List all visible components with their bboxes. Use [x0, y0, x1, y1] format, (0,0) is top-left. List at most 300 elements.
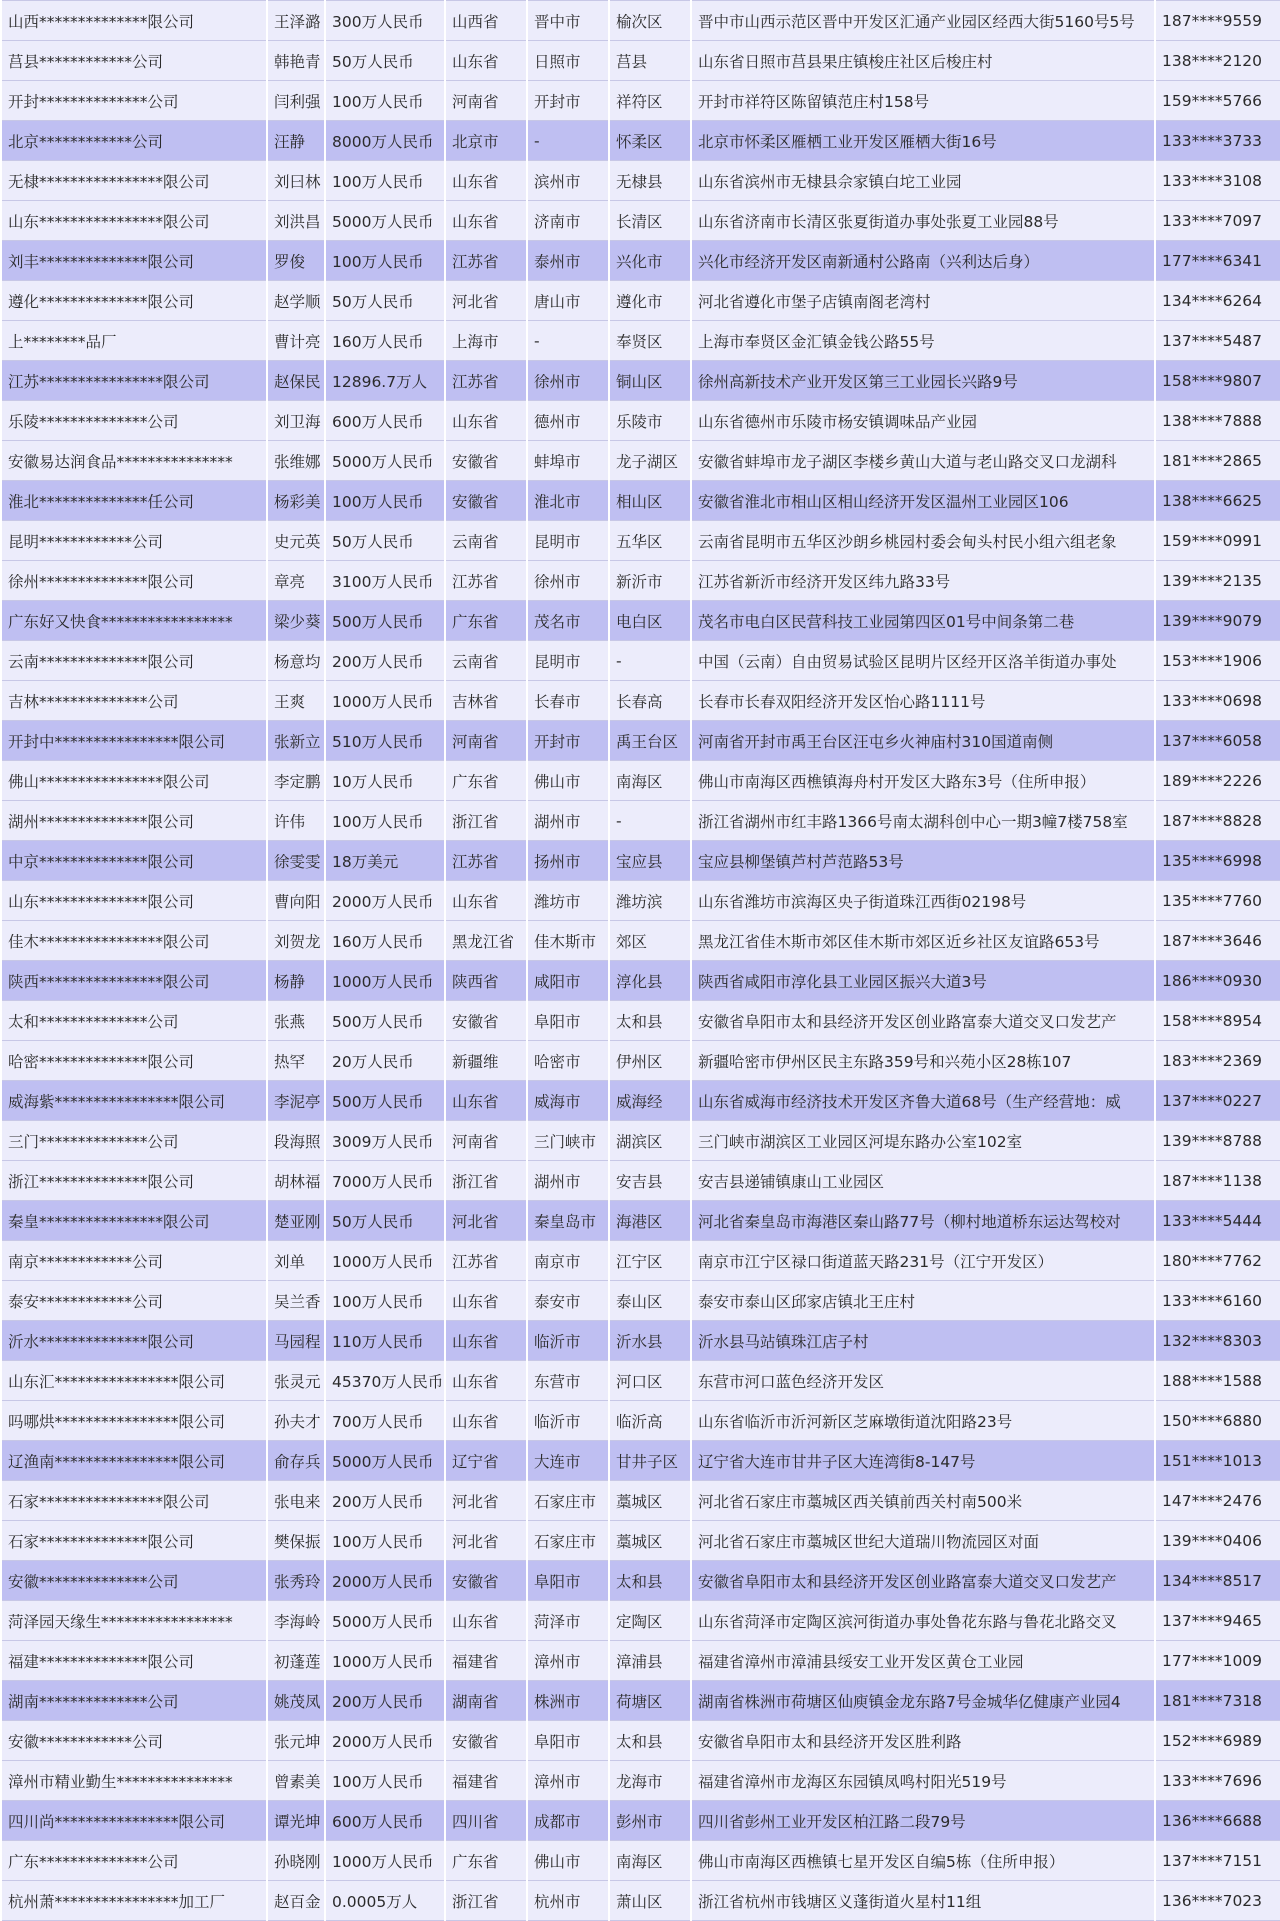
- district-cell: 潍坊滨: [609, 881, 691, 921]
- address-cell: 安徽省淮北市相山区相山经济开发区温州工业园区106: [691, 481, 1155, 521]
- city-cell: 湖州市: [527, 801, 609, 841]
- phone-cell: 138****2120: [1155, 41, 1280, 81]
- legal-rep-cell: 刘卫海: [267, 401, 325, 441]
- address-cell: 山东省威海市经济技术开发区齐鲁大道68号（生产经营地：威: [691, 1081, 1155, 1121]
- province-cell: 山西省: [445, 1, 527, 41]
- table-row: [1, 1561, 1280, 1601]
- legal-rep-cell: 徐雯雯: [267, 841, 325, 881]
- address-cell: 新疆哈密市伊州区民主东路359号和兴苑小区28栋107: [691, 1041, 1155, 1081]
- phone-cell: 133****7696: [1155, 1761, 1280, 1801]
- city-cell: 成都市: [527, 1801, 609, 1841]
- table-row: [1, 1801, 1280, 1841]
- registered-capital-cell: 110万人民币: [325, 1321, 445, 1361]
- phone-cell: 133****3108: [1155, 161, 1280, 201]
- phone-cell: 187****3646: [1155, 921, 1280, 961]
- city-cell: 南京市: [527, 1241, 609, 1281]
- province-cell: 浙江省: [445, 1161, 527, 1201]
- table-body: [1, 1, 1280, 1921]
- phone-cell: 183****2369: [1155, 1041, 1280, 1081]
- registered-capital-cell: 5000万人民币: [325, 441, 445, 481]
- address-cell: 浙江省杭州市钱塘区义蓬街道火星村11组: [691, 1881, 1155, 1921]
- company-name-cell: 佛山****************限公司: [1, 761, 267, 801]
- registered-capital-cell: 100万人民币: [325, 1521, 445, 1561]
- address-cell: 上海市奉贤区金汇镇金钱公路55号: [691, 321, 1155, 361]
- company-name-cell: 石家**************限公司: [1, 1521, 267, 1561]
- address-cell: 长春市长春双阳经济开发区怡心路1111号: [691, 681, 1155, 721]
- legal-rep-cell: 李泥亭: [267, 1081, 325, 1121]
- company-name-cell: 广东好又快食*****************: [1, 601, 267, 641]
- phone-cell: 159****5766: [1155, 81, 1280, 121]
- city-cell: 开封市: [527, 81, 609, 121]
- registered-capital-cell: 1000万人民币: [325, 681, 445, 721]
- company-name-cell: 南京************公司: [1, 1241, 267, 1281]
- registered-capital-cell: 100万人民币: [325, 1761, 445, 1801]
- province-cell: 云南省: [445, 521, 527, 561]
- table-row: [1, 761, 1280, 801]
- address-cell: 佛山市南海区西樵镇七星开发区自编5栋（住所申报）: [691, 1841, 1155, 1881]
- city-cell: 泰安市: [527, 1281, 609, 1321]
- phone-cell: 139****8788: [1155, 1121, 1280, 1161]
- table-row: [1, 1, 1280, 41]
- city-cell: 晋中市: [527, 1, 609, 41]
- registered-capital-cell: 2000万人民币: [325, 1561, 445, 1601]
- district-cell: -: [609, 641, 691, 681]
- city-cell: 秦皇岛市: [527, 1201, 609, 1241]
- province-cell: 山东省: [445, 1601, 527, 1641]
- legal-rep-cell: 谭光坤: [267, 1801, 325, 1841]
- city-cell: 阜阳市: [527, 1001, 609, 1041]
- registered-capital-cell: 1000万人民币: [325, 1241, 445, 1281]
- legal-rep-cell: 张秀玲: [267, 1561, 325, 1601]
- district-cell: 定陶区: [609, 1601, 691, 1641]
- table-row: [1, 241, 1280, 281]
- registered-capital-cell: 8000万人民币: [325, 121, 445, 161]
- province-cell: 云南省: [445, 641, 527, 681]
- registered-capital-cell: 50万人民币: [325, 521, 445, 561]
- district-cell: 五华区: [609, 521, 691, 561]
- company-name-cell: 刘丰**************限公司: [1, 241, 267, 281]
- table-row: [1, 1841, 1280, 1881]
- district-cell: 怀柔区: [609, 121, 691, 161]
- address-cell: 安徽省蚌埠市龙子湖区李楼乡黄山大道与老山路交叉口龙湖科: [691, 441, 1155, 481]
- address-cell: 河北省秦皇岛市海港区秦山路77号（柳村地道桥东运达驾校对: [691, 1201, 1155, 1241]
- province-cell: 安徽省: [445, 1001, 527, 1041]
- address-cell: 山东省济南市长清区张夏街道办事处张夏工业园88号: [691, 201, 1155, 241]
- company-name-cell: 安徽**************公司: [1, 1561, 267, 1601]
- city-cell: 徐州市: [527, 361, 609, 401]
- registered-capital-cell: 600万人民币: [325, 1801, 445, 1841]
- province-cell: 山东省: [445, 1321, 527, 1361]
- city-cell: 蚌埠市: [527, 441, 609, 481]
- address-cell: 茂名市电白区民营科技工业园第四区01号中间条第二巷: [691, 601, 1155, 641]
- registered-capital-cell: 600万人民币: [325, 401, 445, 441]
- phone-cell: 153****1906: [1155, 641, 1280, 681]
- address-cell: 河北省石家庄市藁城区西关镇前西关村南500米: [691, 1481, 1155, 1521]
- company-name-cell: 吉林**************公司: [1, 681, 267, 721]
- province-cell: 安徽省: [445, 481, 527, 521]
- phone-cell: 158****9807: [1155, 361, 1280, 401]
- table-row: [1, 1481, 1280, 1521]
- registered-capital-cell: 3100万人民币: [325, 561, 445, 601]
- table-row: [1, 481, 1280, 521]
- city-cell: -: [527, 321, 609, 361]
- registered-capital-cell: 100万人民币: [325, 241, 445, 281]
- company-name-cell: 湖南**************公司: [1, 1681, 267, 1721]
- district-cell: 藁城区: [609, 1521, 691, 1561]
- legal-rep-cell: 曾素美: [267, 1761, 325, 1801]
- address-cell: 南京市江宁区禄口街道蓝天路231号（江宁开发区）: [691, 1241, 1155, 1281]
- city-cell: 石家庄市: [527, 1481, 609, 1521]
- legal-rep-cell: 吴兰香: [267, 1281, 325, 1321]
- address-cell: 兴化市经济开发区南新通村公路南（兴利达后身）: [691, 241, 1155, 281]
- phone-cell: 137****9465: [1155, 1601, 1280, 1641]
- company-name-cell: 四川尚****************限公司: [1, 1801, 267, 1841]
- table-row: [1, 361, 1280, 401]
- registered-capital-cell: 0.0005万人: [325, 1881, 445, 1921]
- table-row: [1, 1361, 1280, 1401]
- legal-rep-cell: 张燕: [267, 1001, 325, 1041]
- phone-cell: 138****6625: [1155, 481, 1280, 521]
- city-cell: 扬州市: [527, 841, 609, 881]
- phone-cell: 180****7762: [1155, 1241, 1280, 1281]
- address-cell: 安徽省阜阳市太和县经济开发区创业路富泰大道交叉口发艺产: [691, 1561, 1155, 1601]
- company-name-cell: 山西**************限公司: [1, 1, 267, 41]
- table-row: [1, 281, 1280, 321]
- registered-capital-cell: 7000万人民币: [325, 1161, 445, 1201]
- province-cell: 福建省: [445, 1641, 527, 1681]
- company-name-cell: 佳木****************限公司: [1, 921, 267, 961]
- city-cell: 三门峡市: [527, 1121, 609, 1161]
- company-name-cell: 山东**************限公司: [1, 881, 267, 921]
- registered-capital-cell: 500万人民币: [325, 601, 445, 641]
- table-row: [1, 881, 1280, 921]
- city-cell: 徐州市: [527, 561, 609, 601]
- phone-cell: 139****0406: [1155, 1521, 1280, 1561]
- company-name-cell: 沂水**************限公司: [1, 1321, 267, 1361]
- phone-cell: 159****0991: [1155, 521, 1280, 561]
- table-row: [1, 201, 1280, 241]
- registered-capital-cell: 12896.7万人: [325, 361, 445, 401]
- table-row: [1, 1281, 1280, 1321]
- province-cell: 山东省: [445, 881, 527, 921]
- table-row: [1, 1081, 1280, 1121]
- legal-rep-cell: 杨静: [267, 961, 325, 1001]
- city-cell: 佛山市: [527, 761, 609, 801]
- address-cell: 泰安市泰山区邱家店镇北王庄村: [691, 1281, 1155, 1321]
- phone-cell: 181****7318: [1155, 1681, 1280, 1721]
- province-cell: 江苏省: [445, 1241, 527, 1281]
- legal-rep-cell: 赵百金: [267, 1881, 325, 1921]
- company-name-cell: 广东**************公司: [1, 1841, 267, 1881]
- address-cell: 三门峡市湖滨区工业园区河堤东路办公室102室: [691, 1121, 1155, 1161]
- address-cell: 晋中市山西示范区晋中开发区汇通产业园区经西大街5160号5号: [691, 1, 1155, 41]
- phone-cell: 187****9559: [1155, 1, 1280, 41]
- legal-rep-cell: 楚亚刚: [267, 1201, 325, 1241]
- city-cell: 佛山市: [527, 1841, 609, 1881]
- phone-cell: 135****6998: [1155, 841, 1280, 881]
- registered-capital-cell: 160万人民币: [325, 321, 445, 361]
- legal-rep-cell: 姚茂凤: [267, 1681, 325, 1721]
- company-name-cell: 山东****************限公司: [1, 201, 267, 241]
- phone-cell: 133****5444: [1155, 1201, 1280, 1241]
- address-cell: 河南省开封市禹王台区汪屯乡火神庙村310国道南侧: [691, 721, 1155, 761]
- legal-rep-cell: 张电来: [267, 1481, 325, 1521]
- address-cell: 江苏省新沂市经济开发区纬九路33号: [691, 561, 1155, 601]
- district-cell: 龙子湖区: [609, 441, 691, 481]
- table-row: [1, 1321, 1280, 1361]
- phone-cell: 151****1013: [1155, 1441, 1280, 1481]
- legal-rep-cell: 刘贺龙: [267, 921, 325, 961]
- district-cell: 藁城区: [609, 1481, 691, 1521]
- city-cell: 咸阳市: [527, 961, 609, 1001]
- company-name-cell: 三门**************公司: [1, 1121, 267, 1161]
- city-cell: 昆明市: [527, 641, 609, 681]
- province-cell: 江苏省: [445, 241, 527, 281]
- address-cell: 安徽省阜阳市太和县经济开发区创业路富泰大道交叉口发艺产: [691, 1001, 1155, 1041]
- company-name-cell: 莒县************公司: [1, 41, 267, 81]
- city-cell: 济南市: [527, 201, 609, 241]
- address-cell: 山东省临沂市沂河新区芝麻墩街道沈阳路23号: [691, 1401, 1155, 1441]
- province-cell: 江苏省: [445, 841, 527, 881]
- address-cell: 云南省昆明市五华区沙朗乡桃园村委会甸头村民小组六组老象: [691, 521, 1155, 561]
- table-row: [1, 1241, 1280, 1281]
- district-cell: 遵化市: [609, 281, 691, 321]
- province-cell: 湖南省: [445, 1681, 527, 1721]
- registered-capital-cell: 5000万人民币: [325, 201, 445, 241]
- address-cell: 安徽省阜阳市太和县经济开发区胜利路: [691, 1721, 1155, 1761]
- district-cell: 南海区: [609, 1841, 691, 1881]
- registered-capital-cell: 510万人民币: [325, 721, 445, 761]
- table-row: [1, 1441, 1280, 1481]
- city-cell: 菏泽市: [527, 1601, 609, 1641]
- address-cell: 山东省潍坊市滨海区央子街道珠江西街02198号: [691, 881, 1155, 921]
- table-row: [1, 121, 1280, 161]
- legal-rep-cell: 俞存兵: [267, 1441, 325, 1481]
- province-cell: 新疆维: [445, 1041, 527, 1081]
- registered-capital-cell: 1000万人民币: [325, 1841, 445, 1881]
- registered-capital-cell: 500万人民币: [325, 1081, 445, 1121]
- registered-capital-cell: 300万人民币: [325, 1, 445, 41]
- company-name-cell: 开封中****************限公司: [1, 721, 267, 761]
- registered-capital-cell: 100万人民币: [325, 81, 445, 121]
- district-cell: 莒县: [609, 41, 691, 81]
- district-cell: 河口区: [609, 1361, 691, 1401]
- district-cell: 榆次区: [609, 1, 691, 41]
- province-cell: 辽宁省: [445, 1441, 527, 1481]
- district-cell: 南海区: [609, 761, 691, 801]
- city-cell: 湖州市: [527, 1161, 609, 1201]
- company-name-cell: 北京************公司: [1, 121, 267, 161]
- province-cell: 山东省: [445, 1361, 527, 1401]
- province-cell: 黑龙江省: [445, 921, 527, 961]
- district-cell: 长清区: [609, 201, 691, 241]
- table-row: [1, 1881, 1280, 1921]
- registered-capital-cell: 200万人民币: [325, 1681, 445, 1721]
- legal-rep-cell: 樊保振: [267, 1521, 325, 1561]
- company-name-cell: 开封**************公司: [1, 81, 267, 121]
- province-cell: 河北省: [445, 281, 527, 321]
- province-cell: 四川省: [445, 1801, 527, 1841]
- province-cell: 山东省: [445, 1401, 527, 1441]
- legal-rep-cell: 罗俊: [267, 241, 325, 281]
- city-cell: 石家庄市: [527, 1521, 609, 1561]
- company-name-cell: 安徽易达润食品***************: [1, 441, 267, 481]
- legal-rep-cell: 孙夫才: [267, 1401, 325, 1441]
- table-row: [1, 721, 1280, 761]
- table-row: [1, 1041, 1280, 1081]
- phone-cell: 134****8517: [1155, 1561, 1280, 1601]
- phone-cell: 132****8303: [1155, 1321, 1280, 1361]
- district-cell: 伊州区: [609, 1041, 691, 1081]
- address-cell: 浙江省湖州市红丰路1366号南太湖科创中心一期3幢7楼758室: [691, 801, 1155, 841]
- legal-rep-cell: 孙晓刚: [267, 1841, 325, 1881]
- legal-rep-cell: 王泽潞: [267, 1, 325, 41]
- registered-capital-cell: 10万人民币: [325, 761, 445, 801]
- phone-cell: 139****2135: [1155, 561, 1280, 601]
- address-cell: 黑龙江省佳木斯市郊区佳木斯市郊区近乡社区友谊路653号: [691, 921, 1155, 961]
- province-cell: 河北省: [445, 1201, 527, 1241]
- address-cell: 河北省遵化市堡子店镇南阁老湾村: [691, 281, 1155, 321]
- city-cell: 淮北市: [527, 481, 609, 521]
- district-cell: 漳浦县: [609, 1641, 691, 1681]
- address-cell: 湖南省株洲市荷塘区仙庾镇金龙东路7号金城华亿健康产业园4: [691, 1681, 1155, 1721]
- company-name-cell: 江苏****************限公司: [1, 361, 267, 401]
- district-cell: 相山区: [609, 481, 691, 521]
- table-row: [1, 521, 1280, 561]
- city-cell: 唐山市: [527, 281, 609, 321]
- province-cell: 北京市: [445, 121, 527, 161]
- city-cell: 漳州市: [527, 1641, 609, 1681]
- table-row: [1, 1201, 1280, 1241]
- province-cell: 江苏省: [445, 361, 527, 401]
- phone-cell: 137****7151: [1155, 1841, 1280, 1881]
- registered-capital-cell: 18万美元: [325, 841, 445, 881]
- legal-rep-cell: 张灵元: [267, 1361, 325, 1401]
- registered-capital-cell: 1000万人民币: [325, 1641, 445, 1681]
- address-cell: 宝应县柳堡镇芦村芦范路53号: [691, 841, 1155, 881]
- province-cell: 山东省: [445, 1081, 527, 1121]
- city-cell: 昆明市: [527, 521, 609, 561]
- table-row: [1, 1641, 1280, 1681]
- district-cell: 太和县: [609, 1561, 691, 1601]
- table-row: [1, 1601, 1280, 1641]
- district-cell: 萧山区: [609, 1881, 691, 1921]
- company-name-cell: 陕西****************限公司: [1, 961, 267, 1001]
- company-name-cell: 云南**************限公司: [1, 641, 267, 681]
- address-cell: 沂水县马站镇珠江店子村: [691, 1321, 1155, 1361]
- company-name-cell: 威海紫****************限公司: [1, 1081, 267, 1121]
- table-row: [1, 1721, 1280, 1761]
- phone-cell: 150****6880: [1155, 1401, 1280, 1441]
- table-row: [1, 841, 1280, 881]
- table-row: [1, 81, 1280, 121]
- phone-cell: 137****0227: [1155, 1081, 1280, 1121]
- registered-capital-cell: 100万人民币: [325, 161, 445, 201]
- table-row: [1, 321, 1280, 361]
- address-cell: 山东省菏泽市定陶区滨河街道办事处鲁花东路与鲁花北路交叉: [691, 1601, 1155, 1641]
- province-cell: 河北省: [445, 1521, 527, 1561]
- registered-capital-cell: 100万人民币: [325, 481, 445, 521]
- company-name-cell: 石家****************限公司: [1, 1481, 267, 1521]
- company-name-cell: 无棣****************限公司: [1, 161, 267, 201]
- district-cell: 太和县: [609, 1001, 691, 1041]
- legal-rep-cell: 张元坤: [267, 1721, 325, 1761]
- table-row: [1, 1001, 1280, 1041]
- district-cell: 湖滨区: [609, 1121, 691, 1161]
- district-cell: 江宁区: [609, 1241, 691, 1281]
- district-cell: 甘井子区: [609, 1441, 691, 1481]
- phone-cell: 189****2226: [1155, 761, 1280, 801]
- city-cell: 日照市: [527, 41, 609, 81]
- table-row: [1, 801, 1280, 841]
- table-row: [1, 41, 1280, 81]
- phone-cell: 152****6989: [1155, 1721, 1280, 1761]
- province-cell: 陕西省: [445, 961, 527, 1001]
- city-cell: 泰州市: [527, 241, 609, 281]
- address-cell: 北京市怀柔区雁栖工业开发区雁栖大街16号: [691, 121, 1155, 161]
- province-cell: 山东省: [445, 161, 527, 201]
- table-row: [1, 561, 1280, 601]
- city-cell: 阜阳市: [527, 1721, 609, 1761]
- registered-capital-cell: 5000万人民币: [325, 1441, 445, 1481]
- city-cell: 茂名市: [527, 601, 609, 641]
- registered-capital-cell: 200万人民币: [325, 641, 445, 681]
- province-cell: 河南省: [445, 81, 527, 121]
- company-name-cell: 湖州**************限公司: [1, 801, 267, 841]
- address-cell: 辽宁省大连市甘井子区大连湾街8-147号: [691, 1441, 1155, 1481]
- legal-rep-cell: 刘曰林: [267, 161, 325, 201]
- phone-cell: 177****1009: [1155, 1641, 1280, 1681]
- registered-capital-cell: 100万人民币: [325, 1281, 445, 1321]
- phone-cell: 138****7888: [1155, 401, 1280, 441]
- address-cell: 四川省彭州工业开发区柏江路二段79号: [691, 1801, 1155, 1841]
- registered-capital-cell: 700万人民币: [325, 1401, 445, 1441]
- district-cell: 郊区: [609, 921, 691, 961]
- address-cell: 福建省漳州市龙海区东园镇凤鸣村阳光519号: [691, 1761, 1155, 1801]
- table-row: [1, 161, 1280, 201]
- phone-cell: 187****1138: [1155, 1161, 1280, 1201]
- province-cell: 江苏省: [445, 561, 527, 601]
- legal-rep-cell: 张新立: [267, 721, 325, 761]
- city-cell: 临沂市: [527, 1321, 609, 1361]
- legal-rep-cell: 赵学顺: [267, 281, 325, 321]
- address-cell: 安吉县递铺镇康山工业园区: [691, 1161, 1155, 1201]
- table-row: [1, 1401, 1280, 1441]
- province-cell: 福建省: [445, 1761, 527, 1801]
- district-cell: 长春高: [609, 681, 691, 721]
- province-cell: 山东省: [445, 41, 527, 81]
- registered-capital-cell: 2000万人民币: [325, 881, 445, 921]
- registered-capital-cell: 50万人民币: [325, 281, 445, 321]
- phone-cell: 135****7760: [1155, 881, 1280, 921]
- registered-capital-cell: 2000万人民币: [325, 1721, 445, 1761]
- registered-capital-cell: 5000万人民币: [325, 1601, 445, 1641]
- company-name-cell: 徐州**************限公司: [1, 561, 267, 601]
- province-cell: 安徽省: [445, 1721, 527, 1761]
- phone-cell: 158****8954: [1155, 1001, 1280, 1041]
- company-name-cell: 哈密**************限公司: [1, 1041, 267, 1081]
- table-row: [1, 1681, 1280, 1721]
- company-name-cell: 泰安************公司: [1, 1281, 267, 1321]
- city-cell: 德州市: [527, 401, 609, 441]
- city-cell: 临沂市: [527, 1401, 609, 1441]
- legal-rep-cell: 闫利强: [267, 81, 325, 121]
- district-cell: 宝应县: [609, 841, 691, 881]
- legal-rep-cell: 张维娜: [267, 441, 325, 481]
- company-name-cell: 辽渔南****************限公司: [1, 1441, 267, 1481]
- district-cell: 祥符区: [609, 81, 691, 121]
- province-cell: 山东省: [445, 401, 527, 441]
